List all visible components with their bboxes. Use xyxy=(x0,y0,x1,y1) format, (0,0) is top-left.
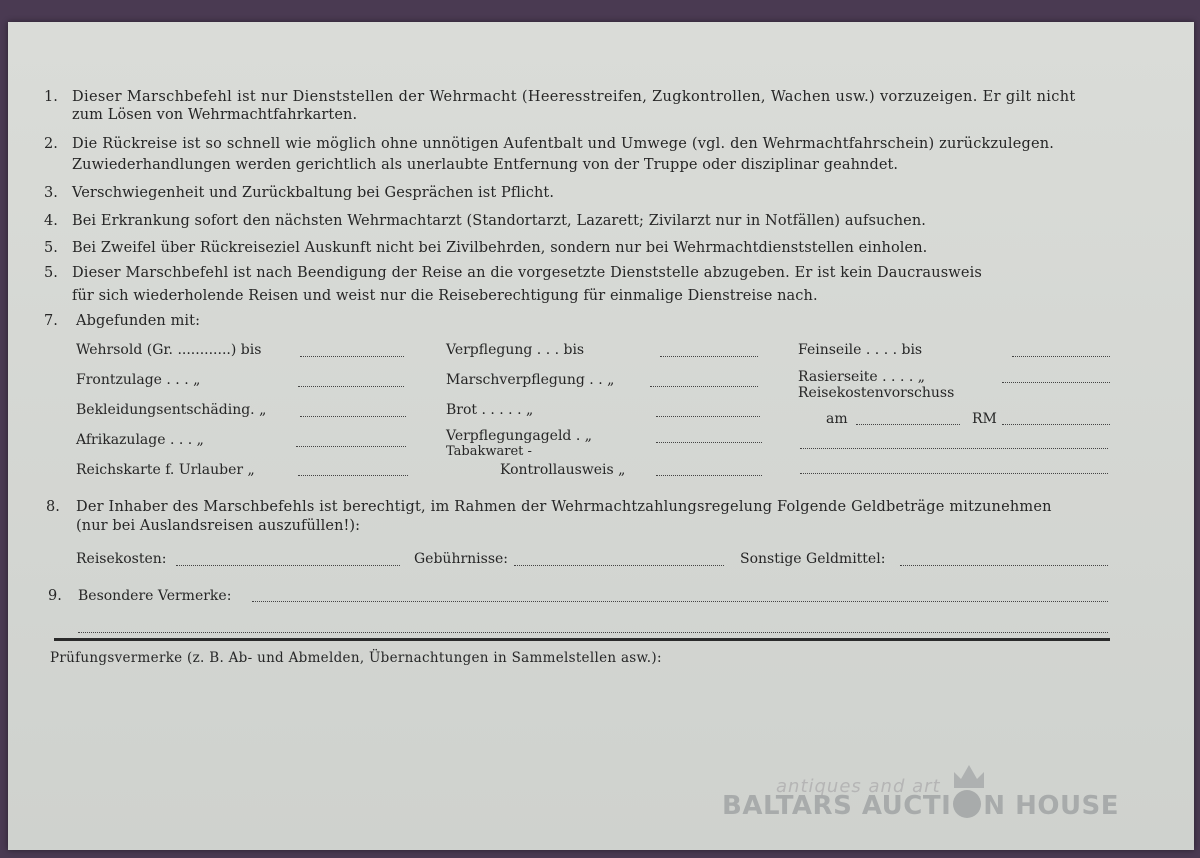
blank-line xyxy=(176,565,400,566)
item-text: Bei Erkrankung sofort den nächsten Wehrmachtarzt (Standortarzt, Lazarett; Zivilarzt nur in Notfällen) aufsuchen. xyxy=(72,213,926,229)
item-text: Verschwiegenheit und Zurückbaltung bei Gesprächen ist Pflicht. xyxy=(72,185,555,201)
item-text: (nur bei Auslandsreisen auszufüllen!): xyxy=(76,518,361,534)
item-number: 8. xyxy=(46,499,60,515)
field-label: Brot . . . . . „ xyxy=(446,402,534,418)
blank-line xyxy=(856,424,960,425)
blank-line xyxy=(300,416,406,417)
field-label: Reichskarte f. Urlauber „ xyxy=(76,462,255,478)
blank-line xyxy=(900,565,1108,566)
blank-line xyxy=(650,386,758,387)
field-label: Besondere Vermerke: xyxy=(78,588,232,604)
item-number: 9. xyxy=(48,588,62,604)
blank-line xyxy=(1002,424,1110,425)
blank-line xyxy=(514,565,724,566)
blank-line xyxy=(1002,382,1110,383)
field-label: Gebührnisse: xyxy=(414,551,509,567)
watermark-tagline: antiques and art xyxy=(776,776,941,797)
item-text: zum Lösen von Wehrmachtfahrkarten. xyxy=(72,107,358,123)
blank-line xyxy=(800,448,1108,449)
field-label: Bekleidungsentschäding. „ xyxy=(76,402,267,418)
field-label: Verpflegung . . . bis xyxy=(446,342,585,358)
blank-line xyxy=(656,416,760,417)
item-number: 7. xyxy=(44,313,58,329)
item-text: für sich wiederholende Reisen und weist nur die Reiseberechtigung für einmalige Dienstreise nach. xyxy=(72,288,818,304)
item-number: 5. xyxy=(44,240,58,256)
blank-line xyxy=(656,475,762,476)
field-label: Marschverpflegung . . „ xyxy=(446,372,615,388)
blank-line xyxy=(660,356,758,357)
watermark-brand-part2: N HOUSE xyxy=(983,791,1120,821)
item-text: Dieser Marschbefehl ist nach Beendigung der Reise an die vorgesetzte Dienststelle abzugeben. Er ist kein Daucrausweis xyxy=(72,265,982,281)
crown-icon xyxy=(952,762,986,790)
item-text: Dieser Marschbefehl ist nur Dienststellen der Wehrmacht (Heeresstreifen, Zugkontrollen, Wachen usw.) vorzuzeigen. Er gilt nicht xyxy=(72,89,1076,105)
separator-rule xyxy=(54,638,1110,641)
item-text: Zuwiederhandlungen werden gerichtlich als unerlaubte Entfernung von der Truppe oder disziplinar geahndet. xyxy=(72,157,899,173)
field-label: Sonstige Geldmittel: xyxy=(740,551,886,567)
watermark-brand xyxy=(722,790,1119,821)
field-label: Kontrollausweis „ xyxy=(500,462,626,478)
blank-line xyxy=(656,442,762,443)
watermark-brand-part1: BALTARS AUCTI xyxy=(722,791,952,821)
blank-line xyxy=(252,601,1108,602)
item-text: Die Rückreise ist so schnell wie möglich ohne unnötigen Aufentbalt und Umwege (vgl. den Wehrmachtfahrschein) zurückzulegen. xyxy=(72,136,1055,152)
field-label: Tabakwaret - xyxy=(446,444,532,459)
field-label: Reisekostenvorschuss xyxy=(798,385,955,401)
item-text: Bei Zweifel über Rückreiseziel Auskunft nicht bei Zivilbehrden, sondern nur bei Wehrmachtdienststellen einholen. xyxy=(72,240,928,256)
field-label: Feinseile . . . . bis xyxy=(798,342,923,358)
field-label: Frontzulage . . . „ xyxy=(76,372,201,388)
blank-line xyxy=(298,386,404,387)
item-number: 1. xyxy=(44,89,58,105)
blank-line xyxy=(300,356,404,357)
item-text: Der Inhaber des Marschbefehls ist berechtigt, im Rahmen der Wehrmachtzahlungsregelung Folgende Geldbeträge mitzunehmen xyxy=(76,499,1052,515)
field-label: am xyxy=(826,411,848,427)
field-label: Verpflegungageld . „ xyxy=(446,428,592,444)
blank-line xyxy=(78,632,1108,633)
field-label: Reisekosten: xyxy=(76,551,167,567)
blank-line xyxy=(296,446,406,447)
item-number: 3. xyxy=(44,185,58,201)
blank-line xyxy=(298,475,408,476)
field-label: Rasierseite . . . . „ xyxy=(798,369,926,385)
item-number: 5. xyxy=(44,265,58,281)
blank-line xyxy=(800,473,1108,474)
item-number: 2. xyxy=(44,136,58,152)
item-number: 4. xyxy=(44,213,58,229)
field-label: Afrikazulage . . . „ xyxy=(76,432,204,448)
field-label: RM xyxy=(972,411,997,427)
blank-line xyxy=(1012,356,1110,357)
pruefungsvermerke-label: Prüfungsvermerke (z. B. Ab- und Abmelden, Übernachtungen in Sammelstellen asw.): xyxy=(50,650,662,666)
section-title: Abgefunden mit: xyxy=(76,313,201,329)
watermark-logo-circle xyxy=(953,790,981,818)
field-label: Wehrsold (Gr. ............) bis xyxy=(76,342,262,358)
